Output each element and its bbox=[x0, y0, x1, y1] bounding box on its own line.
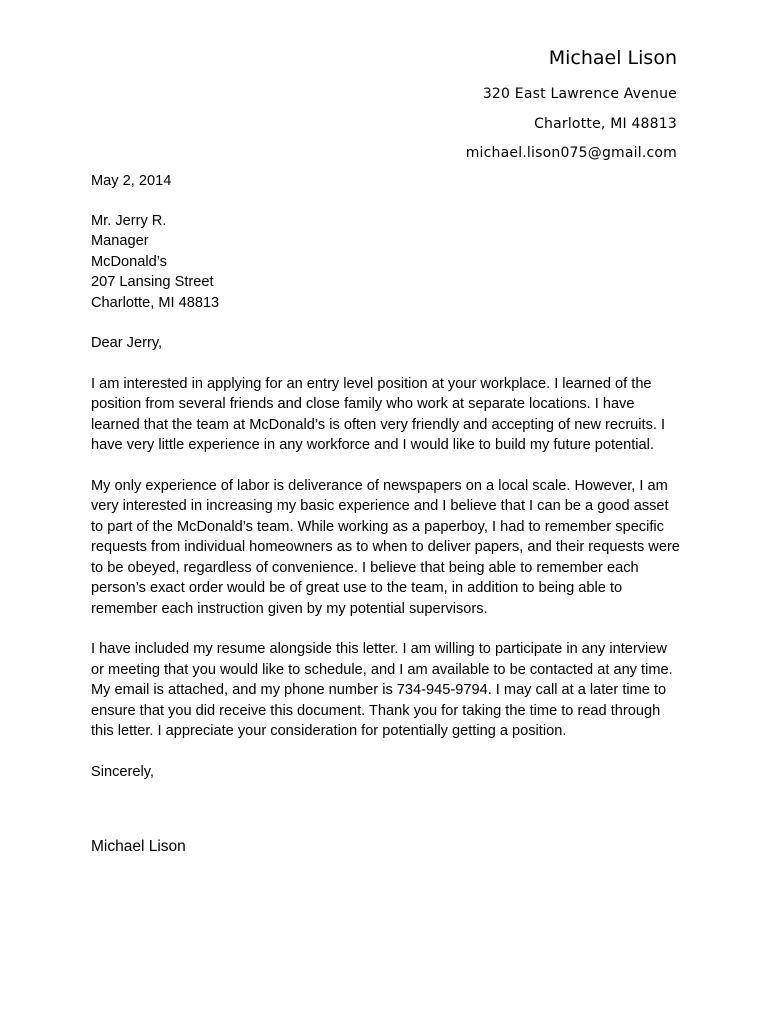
sender-address-line2: Charlotte, MI 48813 bbox=[534, 115, 677, 132]
letter-date: May 2, 2014 bbox=[91, 173, 172, 189]
recipient-city: Charlotte, MI 48813 bbox=[91, 294, 220, 311]
paragraph-3: I have included my resume alongside this letter. I am willing to participate in any interview or meeting that you would like to schedule, and I am available to be contacted at any time. My email is attached, and my phone number is 734-945-9794. I may call at a later time to ensure that you did receive this document. Thank you for taking the time to read through this letter. I appreciate your consideration for potentially getting a position. bbox=[91, 641, 673, 739]
recipient-name: Mr. Jerry R. bbox=[91, 212, 167, 229]
sender-block bbox=[466, 44, 677, 169]
salutation: Dear Jerry, bbox=[91, 335, 163, 351]
recipient-title: Manager bbox=[91, 233, 149, 249]
letter-body bbox=[91, 171, 681, 858]
sender-name: Michael Lison bbox=[548, 47, 677, 69]
sender-address-line1: 320 East Lawrence Avenue bbox=[482, 86, 677, 102]
signature-name: Michael Lison bbox=[91, 838, 186, 855]
paragraph-1: I am interested in applying for an entry level position at your workplace. I learned of the position from several friends and close family who work at separate locations. I have learned that the team at McDonald’s is often very friendly and accepting of new recruits. I have very little experience in any workforce and I would like to build my future potential. bbox=[91, 375, 666, 453]
recipient-company: McDonald’s bbox=[91, 253, 167, 270]
closing: Sincerely, bbox=[91, 763, 154, 780]
recipient-street: 207 Lansing Street bbox=[91, 274, 214, 290]
paragraph-2: My only experience of labor is deliverance of newspapers on a local scale. However, I am very interested in increasing my basic experience and I believe that I can be a good asset to part of the McDonald’s team. While working as a paperboy, I had to remember specific requests from individual homeowners as to when to deliver papers, and their requests were to be obeyed, regardless of convenience. I believe that being able to remember each person’s exact order would be of great use to the team, in addition to being able to remember each instruction given by my potential supervisors. bbox=[91, 477, 680, 617]
recipient-block bbox=[91, 211, 681, 314]
sender-email: michael.lison075@gmail.com bbox=[465, 145, 677, 161]
